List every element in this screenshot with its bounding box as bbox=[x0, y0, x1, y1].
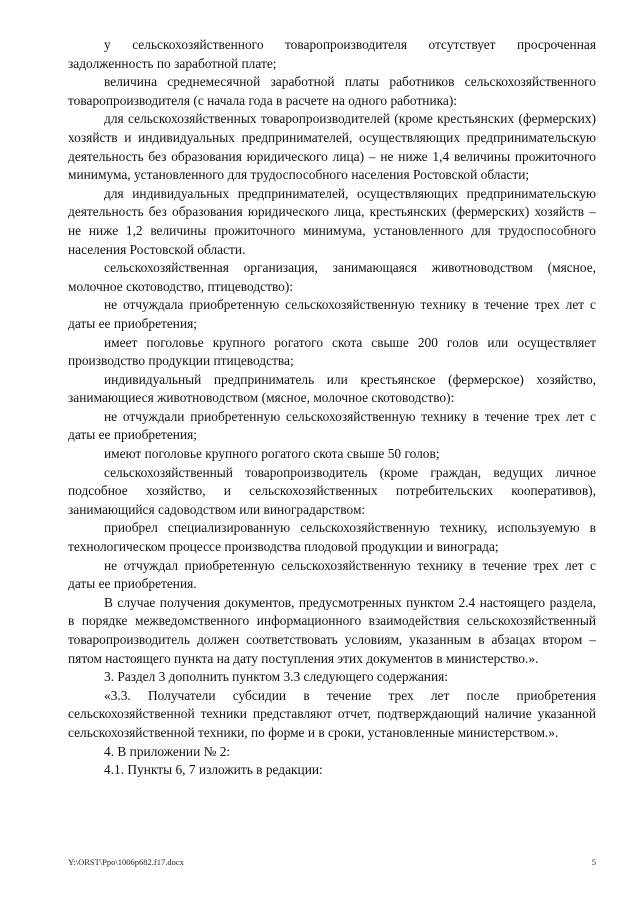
paragraph: для индивидуальных предпринимателей, осуществляющих предпринимательскую деятельность без образования юридического лица, крестьянских (фермерских) хозяйств – не ниже 1,2 величины прожиточного минимума, установленного для трудоспособного населения Ростовской области. bbox=[68, 185, 596, 257]
paragraph: имеют поголовье крупного рогатого скота свыше 50 голов; bbox=[104, 446, 440, 462]
paragraph: «3.3. Получатели субсидии в течение трех лет после приобретения сельскохозяйственной техники представляют отчет, подтверждающий наличие указанной сельскохозяйственной техники, по форме и в сроки, установленные министерством.». bbox=[68, 687, 596, 740]
paragraph: имеет поголовье крупного рогатого скота свыше 200 голов или осуществляет производство продукции птицеводства; bbox=[68, 334, 596, 369]
paragraph: В случае получения документов, предусмотренных пунктом 2.4 настоящего раздела, в порядке межведомственного информационного взаимодействия сельскохозяйственный товаропроизводитель должен соответствовать условиям, указанным в абзацах втором – пятом настоящего пункта на дату поступления этих документов в министерство.». bbox=[68, 594, 596, 666]
paragraph: сельскохозяйственный товаропроизводитель (кроме граждан, ведущих личное подсобное хозяйство, и сельскохозяйственных потребительских кооперативов), занимающийся садоводством или виноградарством: bbox=[68, 464, 596, 517]
paragraph: индивидуальный предприниматель или крестьянское (фермерское) хозяйство, занимающиеся животноводством (мясное, молочное скотоводство): bbox=[68, 371, 596, 406]
paragraph: не отчуждал приобретенную сельскохозяйственную технику в течение трех лет с даты ее приобретения. bbox=[68, 557, 596, 592]
paragraph: приобрел специализированную сельскохозяйственную технику, используемую в технологическом процессе производства плодовой продукции и винограда; bbox=[68, 520, 596, 555]
paragraph: 3. Раздел 3 дополнить пунктом 3.3 следующего содержания: bbox=[104, 669, 449, 685]
paragraph: 4.1. Пункты 6, 7 изложить в редакции: bbox=[104, 762, 323, 778]
paragraph: не отчуждала приобретенную сельскохозяйственную технику в течение трех лет с даты ее приобретения; bbox=[68, 297, 596, 331]
paragraph: величина среднемесячной заработной платы работников сельскохозяйственного товаропроизводителя (с начала года в расчете на одного работника): bbox=[68, 74, 596, 108]
paragraph: сельскохозяйственная организация, занимающаяся животноводством (мясное, молочное скотоводство, птицеводство): bbox=[68, 260, 596, 294]
paragraph: 4. В приложении № 2: bbox=[104, 743, 231, 759]
file-path: Y:\ORST\Ppo\1006p682.f17.docx bbox=[68, 857, 184, 867]
paragraph: у сельскохозяйственного товаропроизводителя отсутствует просроченная задолженность по заработной плате; bbox=[68, 37, 596, 71]
paragraph: для сельскохозяйственных товаропроизводителей (кроме крестьянских (фермерских) хозяйств и индивидуальных предпринимателей, осуществляющих предпринимательскую деятельность без образования юридического лица) – не ниже 1,4 величины прожиточного минимума, установленного для трудоспособного населения Ростовской области; bbox=[68, 111, 596, 183]
document-body bbox=[68, 36, 596, 780]
paragraph: не отчуждали приобретенную сельскохозяйственную технику в течение трех лет с даты ее приобретения; bbox=[68, 408, 596, 443]
page-number: 5 bbox=[591, 857, 596, 867]
